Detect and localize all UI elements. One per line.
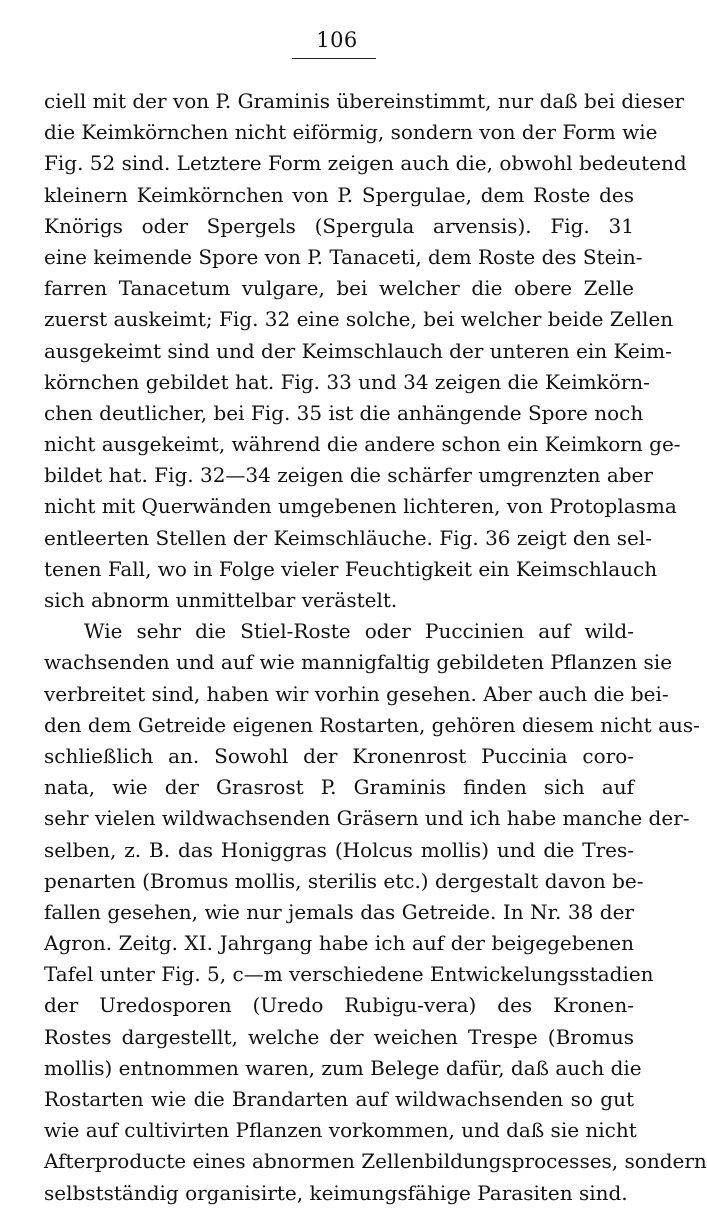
text-line: Rostarten wie die Brandarten auf wildwachsenden so gut (44, 1087, 634, 1111)
body-text (44, 86, 707, 1209)
text-line: mollis) entnommen waren, zum Belege dafür, daß auch die (44, 1055, 642, 1080)
text-line: Agron. Zeitg. XI. Jahrgang habe ich auf der beigegebenen (44, 931, 634, 956)
text-line: entleerten Stellen der Keimschläuche. Fig. 36 zeigt den sel- (44, 525, 652, 550)
text-line: nicht mit Querwänden umgebenen lichteren, von Protoplasma (44, 494, 677, 519)
text-line: tenen Fall, wo in Folge vieler Feuchtigkeit ein Keimschlauch (44, 556, 658, 581)
text-line: schließlich an. Sowohl der Kronenrost Puccinia coro- (44, 743, 634, 768)
text-line: wie auf cultivirten Pflanzen vorkommen, und daß sie nicht (44, 1118, 637, 1143)
text-line: eine keimende Spore von P. Tanaceti, dem Roste des Stein- (44, 244, 643, 269)
paragraph-1 (44, 86, 687, 616)
text-line: ausgekeimt sind und der Keimschlauch der unteren ein Keim- (44, 338, 672, 363)
text-line: körnchen gebildet hat. Fig. 33 und 34 zeigen die Keimkörn- (44, 369, 650, 394)
text-line: kleinern Keimkörnchen von P. Spergulae, dem Roste des (44, 182, 634, 207)
header-rule (292, 58, 376, 59)
text-line: Rostes dargestellt, welche der weichen Trespe (Bromus (44, 1024, 634, 1049)
text-line: den dem Getreide eigenen Rostarten, gehören diesem nicht aus- (44, 712, 700, 737)
text-line: Wie sehr die Stiel-Roste oder Puccinien auf wild- (84, 619, 634, 644)
text-line: chen deutlicher, bei Fig. 35 ist die anhängende Spore noch (44, 400, 644, 425)
text-line: wachsenden und auf wie mannigfaltig gebildeten Pflanzen sie (44, 650, 673, 675)
text-line: ciell mit der von P. Graminis übereinstimmt, nur daß bei dieser (44, 89, 685, 113)
text-line: bildet hat. Fig. 32—34 zeigen die schärfer umgrenzten aber (44, 463, 653, 488)
paragraph-2 (44, 616, 707, 1209)
text-line: verbreitet sind, haben wir vorhin gesehen. Aber auch die bei- (44, 681, 669, 706)
text-line: penarten (Bromus mollis, sterilis etc.) dergestalt davon be- (44, 868, 644, 893)
text-line: selben, z. B. das Honiggras (Holcus mollis) und die Tres- (44, 837, 634, 862)
text-line: farren Tanacetum vulgare, bei welcher die obere Zelle (44, 276, 634, 301)
text-line: Tafel unter Fig. 5, c—m verschiedene Entwickelungsstadien (44, 962, 654, 987)
text-line: Knörigs oder Spergels (Spergula arvensis). Fig. 31 (44, 213, 634, 238)
page-number: 106 (316, 28, 358, 52)
text-line: zuerst auskeimt; Fig. 32 eine solche, bei welcher beide Zellen (44, 307, 674, 332)
text-line: Fig. 52 sind. Letztere Form zeigen auch die, obwohl bedeutend (44, 151, 687, 176)
text-line: die Keimkörnchen nicht eiförmig, sondern von der Form wie (44, 120, 658, 145)
text-line: sehr vielen wildwachsenden Gräsern und ich habe manche der- (44, 806, 690, 831)
text-line: Afterproducte eines abnormen Zellenbildungsprocesses, sondern (44, 1149, 707, 1174)
text-line: fallen gesehen, wie nur jemals das Getreide. In Nr. 38 der (44, 899, 634, 924)
text-line: nicht ausgekeimt, während die andere schon ein Keimkorn ge- (44, 432, 681, 457)
text-line: der Uredosporen (Uredo Rubigu-vera) des Kronen- (44, 993, 634, 1018)
text-line: selbstständig organisirte, keimungsfähige Parasiten sind. (44, 1180, 628, 1205)
text-line: nata, wie der Grasrost P. Graminis finden sich auf (44, 775, 634, 800)
text-line: sich abnorm unmittelbar verästelt. (44, 588, 398, 612)
